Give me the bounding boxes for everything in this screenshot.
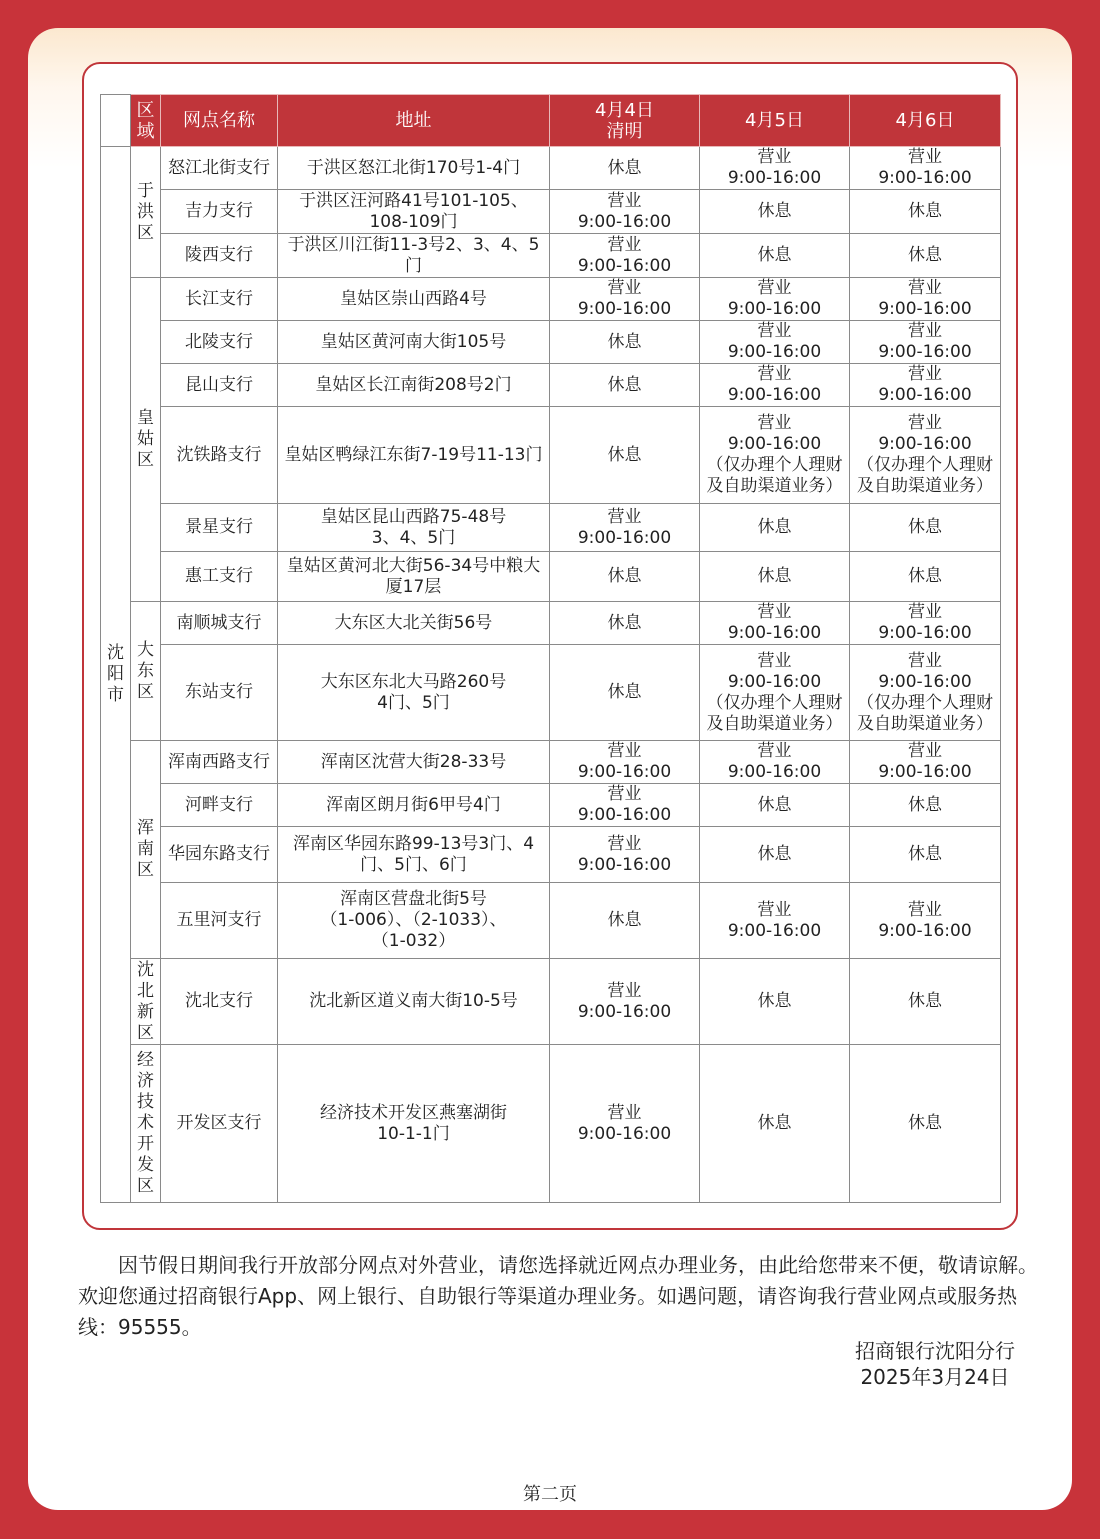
day1-status-cell: 休息 (550, 883, 700, 959)
branch-name-cell: 惠工支行 (161, 552, 278, 602)
day3-status-cell: 营业 9:00-16:00 (850, 278, 1001, 321)
address-cell: 于洪区川江街11-3号2、3、4、5门 (278, 234, 550, 278)
day2-status-cell: 营业 9:00-16:00 （仅办理个人理财 及自助渠道业务） (700, 407, 850, 504)
day1-status-cell: 休息 (550, 407, 700, 504)
city-cell: 沈阳市 (101, 147, 131, 1203)
district-cell: 经济技术开发区 (131, 1045, 161, 1203)
table-row (101, 552, 1001, 602)
day3-status-cell: 休息 (850, 784, 1001, 827)
header-corner (101, 95, 131, 147)
address-cell: 皇姑区鸭绿江东街7-19号11-13门 (278, 407, 550, 504)
day1-status-cell: 休息 (550, 645, 700, 741)
address-cell: 浑南区营盘北街5号 （1-006）、（2-1033）、 （1-032） (278, 883, 550, 959)
branch-name-cell: 北陵支行 (161, 321, 278, 364)
page-number: 第二页 (523, 1484, 577, 1505)
table-row (101, 883, 1001, 959)
day3-status-cell: 休息 (850, 190, 1001, 234)
day2-status-cell: 营业 9:00-16:00 (700, 883, 850, 959)
day3-status-cell: 营业 9:00-16:00 (850, 147, 1001, 190)
day1-status-cell: 休息 (550, 602, 700, 645)
day1-status-cell: 营业 9:00-16:00 (550, 504, 700, 552)
header-region: 区域 (131, 95, 161, 147)
table-row (101, 190, 1001, 234)
branch-name-cell: 沈北支行 (161, 959, 278, 1045)
table-row (101, 959, 1001, 1045)
day1-status-cell: 营业 9:00-16:00 (550, 1045, 700, 1203)
branch-name-cell: 景星支行 (161, 504, 278, 552)
district-cell: 大东区 (131, 602, 161, 741)
address-cell: 于洪区怒江北街170号1-4门 (278, 147, 550, 190)
day1-status-cell: 休息 (550, 364, 700, 407)
day2-status-cell: 营业 9:00-16:00 （仅办理个人理财 及自助渠道业务） (700, 645, 850, 741)
day2-status-cell: 休息 (700, 959, 850, 1045)
table-row (101, 364, 1001, 407)
table-row (101, 784, 1001, 827)
branch-name-cell: 河畔支行 (161, 784, 278, 827)
day3-status-cell: 营业 9:00-16:00 （仅办理个人理财 及自助渠道业务） (850, 407, 1001, 504)
address-cell: 大东区东北大马路260号 4门、5门 (278, 645, 550, 741)
signature-date: 2025年3月24日 (860, 1365, 1010, 1389)
day1-status-cell: 营业 9:00-16:00 (550, 234, 700, 278)
table-row (101, 741, 1001, 784)
table-row (101, 827, 1001, 883)
day3-status-cell: 休息 (850, 1045, 1001, 1203)
day2-status-cell: 休息 (700, 234, 850, 278)
day2-status-cell: 营业 9:00-16:00 (700, 364, 850, 407)
header-address: 地址 (278, 95, 550, 147)
day2-status-cell: 营业 9:00-16:00 (700, 278, 850, 321)
day1-status-cell: 营业 9:00-16:00 (550, 959, 700, 1045)
branch-name-cell: 东站支行 (161, 645, 278, 741)
day2-status-cell: 休息 (700, 190, 850, 234)
branch-name-cell: 开发区支行 (161, 1045, 278, 1203)
address-cell: 皇姑区长江南街208号2门 (278, 364, 550, 407)
day1-status-cell: 休息 (550, 552, 700, 602)
branch-name-cell: 五里河支行 (161, 883, 278, 959)
day3-status-cell: 营业 9:00-16:00 (850, 364, 1001, 407)
day3-status-cell: 营业 9:00-16:00 (850, 883, 1001, 959)
day3-status-cell: 营业 9:00-16:00 (850, 741, 1001, 784)
day3-status-cell: 营业 9:00-16:00 (850, 602, 1001, 645)
branch-name-cell: 怒江北街支行 (161, 147, 278, 190)
table-row (101, 602, 1001, 645)
branch-name-cell: 昆山支行 (161, 364, 278, 407)
table-row (101, 504, 1001, 552)
branch-name-cell: 长江支行 (161, 278, 278, 321)
branch-name-cell: 南顺城支行 (161, 602, 278, 645)
table-row (101, 407, 1001, 504)
district-cell: 皇姑区 (131, 278, 161, 602)
day3-status-cell: 休息 (850, 504, 1001, 552)
table-header-row (101, 95, 1001, 147)
day2-status-cell: 营业 9:00-16:00 (700, 741, 850, 784)
day1-status-cell: 营业 9:00-16:00 (550, 827, 700, 883)
branch-schedule-table (100, 94, 1001, 1203)
address-cell: 大东区大北关街56号 (278, 602, 550, 645)
header-day1: 4月4日 清明 (550, 95, 700, 147)
day3-status-cell: 休息 (850, 827, 1001, 883)
day3-status-cell: 营业 9:00-16:00 (850, 321, 1001, 364)
table-row (101, 321, 1001, 364)
branch-name-cell: 浑南西路支行 (161, 741, 278, 784)
day1-status-cell: 休息 (550, 321, 700, 364)
header-branch: 网点名称 (161, 95, 278, 147)
address-cell: 皇姑区黄河南大街105号 (278, 321, 550, 364)
day2-status-cell: 休息 (700, 827, 850, 883)
day2-status-cell: 营业 9:00-16:00 (700, 147, 850, 190)
day1-status-cell: 营业 9:00-16:00 (550, 190, 700, 234)
table-row (101, 234, 1001, 278)
address-cell: 经济技术开发区燕塞湖街 10-1-1门 (278, 1045, 550, 1203)
district-cell: 浑南区 (131, 741, 161, 959)
day1-status-cell: 营业 9:00-16:00 (550, 741, 700, 784)
table-row (101, 1045, 1001, 1203)
day3-status-cell: 休息 (850, 234, 1001, 278)
signature-org: 招商银行沈阳分行 (855, 1339, 1015, 1363)
day2-status-cell: 营业 9:00-16:00 (700, 321, 850, 364)
address-cell: 皇姑区昆山西路75-48号 3、4、5门 (278, 504, 550, 552)
address-cell: 于洪区汪河路41号101-105、108-109门 (278, 190, 550, 234)
day3-status-cell: 营业 9:00-16:00 （仅办理个人理财 及自助渠道业务） (850, 645, 1001, 741)
address-cell: 沈北新区道义南大街10-5号 (278, 959, 550, 1045)
table-row (101, 278, 1001, 321)
day2-status-cell: 休息 (700, 504, 850, 552)
address-cell: 浑南区华园东路99-13号3门、4门、5门、6门 (278, 827, 550, 883)
address-cell: 浑南区沈营大街28-33号 (278, 741, 550, 784)
table-row (101, 147, 1001, 190)
day2-status-cell: 营业 9:00-16:00 (700, 602, 850, 645)
district-cell: 沈北新区 (131, 959, 161, 1045)
branch-name-cell: 吉力支行 (161, 190, 278, 234)
day2-status-cell: 休息 (700, 784, 850, 827)
notice-text: 因节假日期间我行开放部分网点对外营业，请您选择就近网点办理业务，由此给您带来不便，敬请谅解。欢迎您通过招商银行App、网上银行、自助银行等渠道办理业务。如遇问题，请咨询我行营业网点或服务热线：95555。 (78, 1253, 1038, 1339)
address-cell: 皇姑区崇山西路4号 (278, 278, 550, 321)
table-body (101, 147, 1001, 1203)
address-cell: 浑南区朗月街6甲号4门 (278, 784, 550, 827)
day3-status-cell: 休息 (850, 552, 1001, 602)
branch-name-cell: 华园东路支行 (161, 827, 278, 883)
header-day3: 4月6日 (850, 95, 1001, 147)
header-day2: 4月5日 (700, 95, 850, 147)
branch-name-cell: 沈铁路支行 (161, 407, 278, 504)
day3-status-cell: 休息 (850, 959, 1001, 1045)
day1-status-cell: 休息 (550, 147, 700, 190)
district-cell: 于洪区 (131, 147, 161, 278)
address-cell: 皇姑区黄河北大街56-34号中粮大厦17层 (278, 552, 550, 602)
branch-name-cell: 陵西支行 (161, 234, 278, 278)
day1-status-cell: 营业 9:00-16:00 (550, 278, 700, 321)
day2-status-cell: 休息 (700, 1045, 850, 1203)
day2-status-cell: 休息 (700, 552, 850, 602)
signature (855, 1338, 1015, 1390)
table-row (101, 645, 1001, 741)
day1-status-cell: 营业 9:00-16:00 (550, 784, 700, 827)
